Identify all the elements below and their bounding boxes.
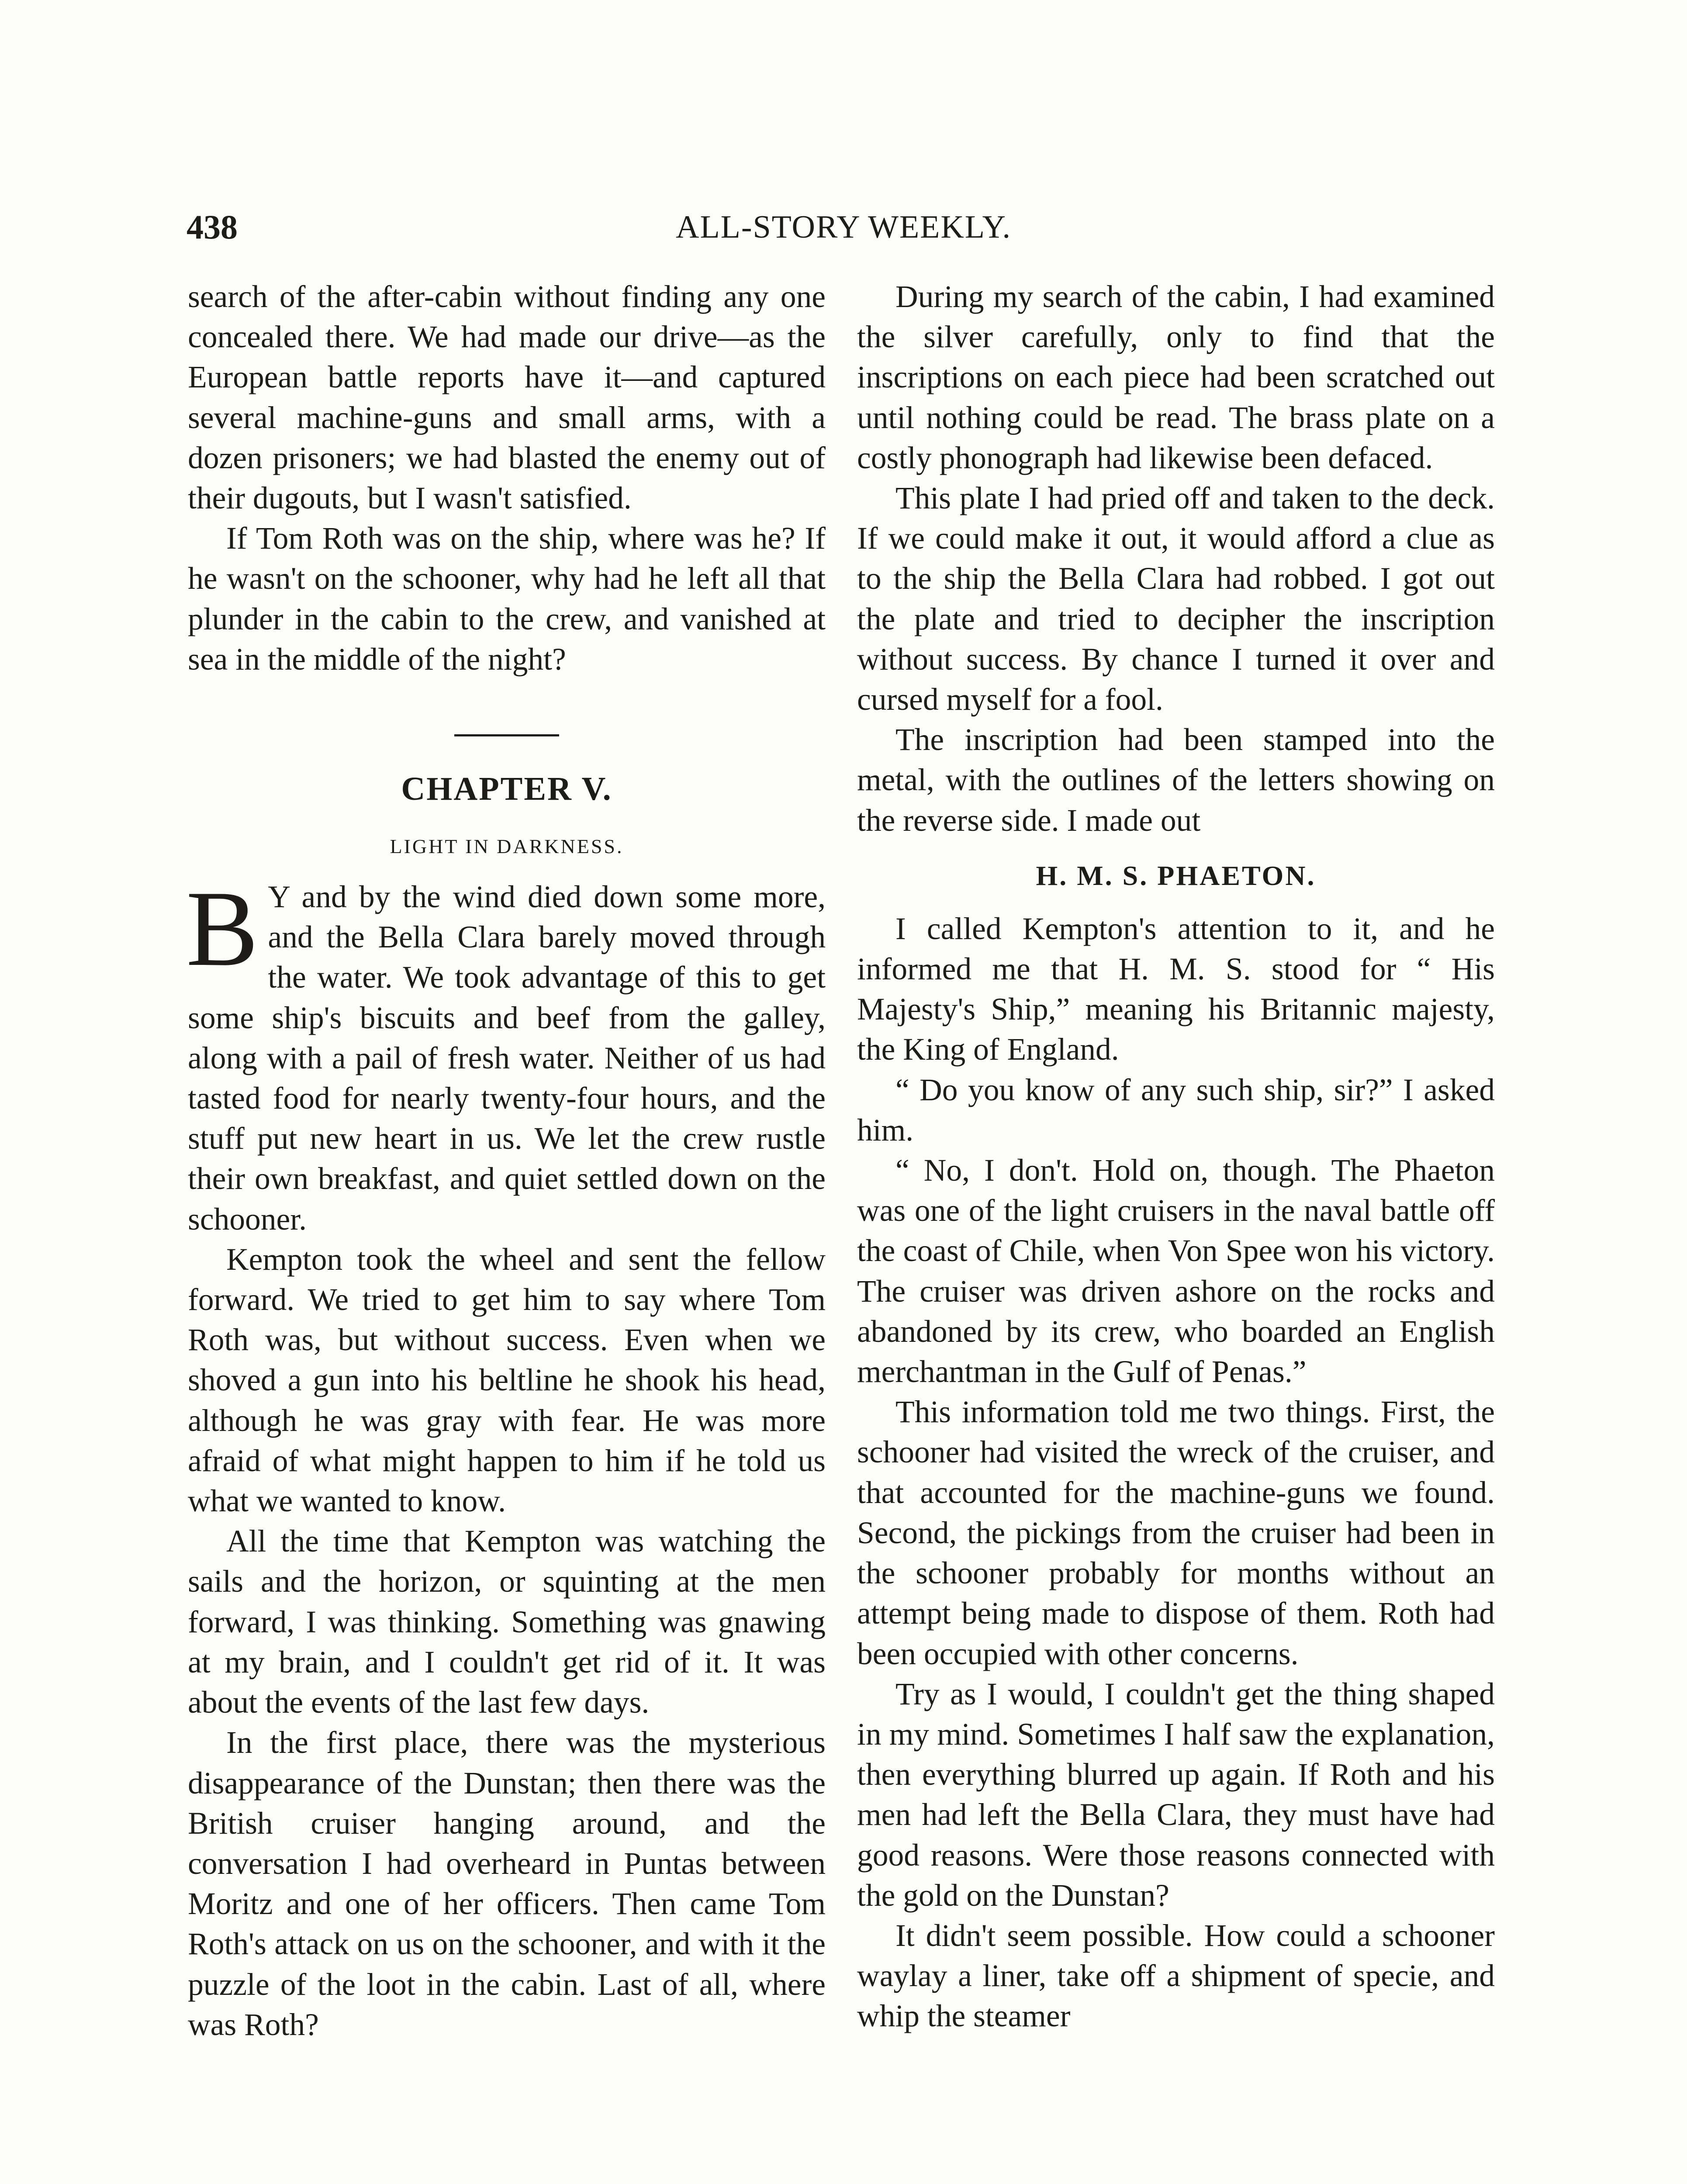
paragraph: I called Kempton's attention to it, and he informed me that H. M. S. stood for “ His Majesty's Ship,” meaning his Britannic majesty, the King of England. [857,911,1495,1067]
left-column [188,277,826,2045]
drop-cap: B [186,868,259,989]
paragraph: During my search of the cabin, I had examined the silver carefully, only to find that the inscriptions on each piece had been scratched out until nothing could be read. The brass plate on a costly phonograph had likewise been defaced. [857,280,1495,475]
paragraph: If Tom Roth was on the ship, where was he? If he wasn't on the schooner, why had he left all that plunder in the cabin to the crew, and vanished at sea in the middle of the night? [188,521,826,677]
right-column [857,277,1495,2037]
ship-inscription: H. M. S. PHAETON. [1036,860,1316,891]
paragraph: Try as I would, I couldn't get the thing shaped in my mind. Sometimes I half saw the explanation, then everything blurred up again. If Roth and his men had left the Bella Clara, they must have had good reasons. Were those reasons connected with the gold on the Dunstan? [857,1676,1495,1913]
paragraph: This plate I had pried off and taken to the deck. If we could make it out, it would afford a clue as to the ship the Bella Clara had robbed. I got out the plate and tried to decipher the inscription without success. By chance I turned it over and cursed myself for a fool. [857,481,1495,717]
paragraph: “ Do you know of any such ship, sir?” I asked him. [857,1072,1495,1147]
paragraph: In the first place, there was the mysterious disappearance of the Dunstan; then there was the British cruiser hanging around, and the conversation I had overheard in Puntas between Moritz and one of her officers. Then came Tom Roth's attack on us on the schooner, and with it the puzzle of the loot in the cabin. Last of all, where was Roth? [188,1725,826,2042]
paragraph: This information told me two things. First, the schooner had visited the wreck of the cruiser, and that accounted for the machine-guns we found. Second, the pickings from the cruiser had been in the schooner probably for months without an attempt being made to dispose of them. Roth had been occupied with other concerns. [857,1395,1495,1671]
paragraph: It didn't seem possible. How could a schooner waylay a liner, take off a shipment of specie, and whip the steamer [857,1918,1495,2034]
magazine-title: ALL-STORY WEEKLY. [676,209,1011,245]
page-number: 438 [187,208,238,246]
paragraph-text: Y and by the wind died down some more, and the Bella Clara barely moved through the water. We took advantage of this to get some ship's biscuits and beef from the galley, along with a pail of fresh water. Neither of us had tasted food for nearly twenty-four hours, and the stuff put new heart in us. We let the crew rustle their own breakfast, and quiet settled down on the schooner. [188,880,826,1237]
paragraph: search of the after-cabin without finding any one concealed there. We had made our drive—as the European battle reports have it—and captured several machine-guns and small arms, with a dozen prisoners; we had blasted the enemy out of their dugouts, but I wasn't satisfied. [188,280,826,516]
chapter-heading: CHAPTER V. [401,771,612,808]
section-divider [454,734,559,736]
paragraph: All the time that Kempton was watching the sails and the horizon, or squinting at the men forward, I was thinking. Something was gnawing at my brain, and I couldn't get rid of it. It was about the events of the last few days. [188,1524,826,1720]
paragraph: Kempton took the wheel and sent the fellow forward. We tried to get him to say where Tom Roth was, but without success. Even when we shoved a gun into his beltline he shook his head, although he was gray with fear. He was more afraid of what might happen to him if he told us what we wanted to know. [188,1242,826,1519]
chapter-subtitle: LIGHT IN DARKNESS. [390,835,624,858]
paragraph: “ No, I don't. Hold on, though. The Phaeton was one of the light cruisers in the naval battle off the coast of Chile, when Von Spee won his victory. The cruiser was driven ashore on the rocks and abandoned by its crew, who boarded an English merchantman in the Gulf of Penas.” [857,1153,1495,1389]
chapter-opening-paragraph [186,868,826,1240]
page-header [187,205,1500,249]
paragraph: The inscription had been stamped into the metal, with the outlines of the letters showing on the reverse side. I made out [857,722,1495,838]
